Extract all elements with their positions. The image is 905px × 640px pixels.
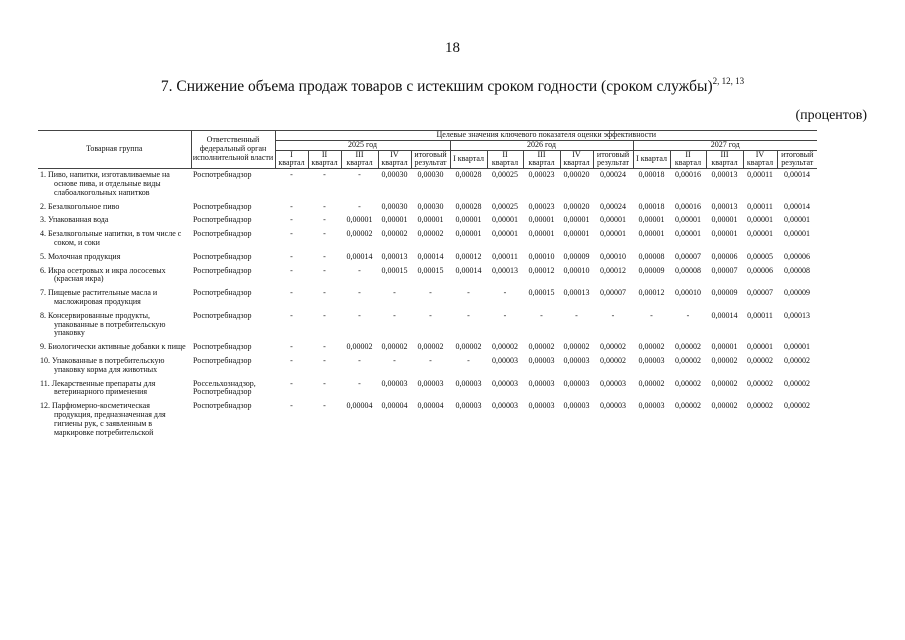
page-number: 18	[445, 40, 460, 56]
value-cell: 0,00023	[528, 170, 555, 180]
value-cell: 0,00001	[638, 229, 665, 239]
value-cell: 0,00001	[528, 229, 555, 239]
product-group	[40, 343, 190, 352]
header-group: Товарная группа	[38, 131, 191, 169]
value-cell: 0,00003	[492, 401, 518, 411]
authority-cell: Роспотребнадзор	[193, 342, 252, 352]
value-cell: 0,00015	[417, 265, 444, 275]
value-cell: 0,00024	[600, 170, 626, 180]
value-cell: 0,00013	[711, 201, 738, 211]
value-cell: 0,00010	[528, 251, 555, 261]
value-cell: 0,00010	[675, 288, 701, 298]
row-number: 2.	[40, 201, 46, 211]
value-cell: -	[290, 215, 293, 225]
value-cell: -	[290, 355, 293, 365]
table-row	[38, 400, 817, 440]
value-cell: 0,00014	[417, 251, 444, 261]
value-cell: 0,00006	[747, 265, 773, 275]
header-quarter: IV квартал	[743, 150, 777, 169]
value-cell: 0,00001	[711, 342, 738, 352]
value-cell: 0,00001	[528, 215, 555, 225]
authority-cell: Роспотребнадзор	[193, 355, 252, 365]
value-cell: 0,00009	[563, 251, 590, 261]
product-group-name: Консервированные продукты, упакованные в потребительскую упаковку	[48, 310, 166, 338]
value-cell: 0,00001	[747, 229, 773, 239]
value-cell: 0,00003	[638, 401, 665, 411]
value-cell: -	[358, 265, 361, 275]
value-cell: 0,00030	[417, 201, 444, 211]
value-cell: 0,00013	[563, 288, 590, 298]
value-cell: 0,00010	[563, 265, 590, 275]
value-cell: -	[323, 355, 326, 365]
value-cell: 0,00002	[346, 342, 373, 352]
value-cell: -	[429, 310, 432, 320]
value-cell: 0,00009	[784, 288, 810, 298]
value-cell: 0,00009	[638, 265, 665, 275]
product-group-name: Пиво, напитки, изготавливаемые на основе пива, и отдельные виды слабоалкогольных напитков	[48, 170, 170, 197]
table-row	[38, 378, 817, 401]
value-cell: -	[503, 310, 507, 320]
value-cell: 0,00012	[600, 265, 626, 275]
value-cell: 0,00001	[563, 215, 590, 225]
value-cell: 0,00002	[492, 342, 518, 352]
value-cell: 0,00002	[784, 378, 810, 388]
authority-cell: Роспотребнадзор	[193, 401, 252, 411]
product-group-cell	[38, 251, 191, 265]
authority-cell: Роспотребнадзор	[193, 288, 252, 298]
value-cell: 0,00001	[784, 215, 810, 225]
value-cell: 0,00003	[417, 378, 444, 388]
value-cell: 0,00005	[747, 251, 773, 261]
value-cell: 0,00013	[492, 265, 518, 275]
value-cell: 0,00001	[638, 215, 665, 225]
authority-cell: Роспотребнадзор	[193, 229, 252, 239]
value-cell: 0,00002	[675, 355, 701, 365]
value-cell: -	[290, 265, 293, 275]
row-number: 1.	[40, 170, 46, 180]
title-text: 7. Снижение объема продаж товаров с истекшим сроком годности (сроком службы)	[160, 78, 713, 95]
value-cell: 0,00002	[381, 229, 408, 239]
header-quarter: I квартал	[275, 150, 308, 169]
value-cell: 0,00001	[747, 215, 773, 225]
value-cell: 0,00002	[747, 378, 773, 388]
value-cell: 0,00030	[381, 201, 408, 211]
value-cell: 0,00003	[528, 355, 555, 365]
row-number: 3.	[40, 215, 46, 225]
authority-cell: Роспотребнадзор	[193, 265, 252, 275]
value-cell: 0,00002	[747, 355, 773, 365]
value-cell: 0,00002	[417, 229, 444, 239]
value-cell: 0,00011	[747, 201, 773, 211]
value-cell: 0,00002	[638, 378, 665, 388]
product-group-cell	[38, 169, 191, 201]
value-cell: 0,00001	[346, 215, 373, 225]
value-cell: -	[358, 378, 361, 388]
product-group-cell	[38, 228, 191, 251]
value-cell: -	[290, 310, 293, 320]
value-cell: 0,00001	[675, 215, 701, 225]
value-cell: 0,00018	[638, 201, 665, 211]
value-cell: 0,00028	[455, 170, 482, 180]
authority-cell: Роспотребнадзор	[193, 251, 252, 261]
value-cell: 0,00003	[455, 378, 482, 388]
value-cell: 0,00001	[600, 229, 626, 239]
value-cell: 0,00011	[747, 170, 773, 180]
product-group-cell	[38, 214, 191, 228]
value-cell: 0,00018	[638, 170, 665, 180]
header-quarter: итоговый результат	[411, 150, 450, 169]
product-group-name: Безалкогольные напитки, в том числе с соком, и соки	[48, 229, 182, 247]
header-quarter: III квартал	[706, 150, 743, 169]
row-number: 11.	[40, 378, 50, 388]
value-cell: 0,00013	[784, 310, 810, 320]
value-cell: -	[575, 310, 578, 320]
value-cell: 0,00010	[600, 251, 626, 261]
value-cell: 0,00002	[600, 355, 626, 365]
product-group-name: Упакованная вода	[48, 215, 109, 225]
product-group-name: Икра осетровых и икра лососевых (красная икра)	[48, 265, 166, 284]
product-group-cell	[38, 341, 191, 355]
value-cell: -	[290, 251, 293, 261]
table-row	[38, 265, 817, 288]
value-cell: 0,00002	[784, 355, 810, 365]
value-cell: 0,00003	[528, 401, 555, 411]
value-cell: 0,00004	[417, 401, 444, 411]
value-cell: 0,00014	[784, 201, 810, 211]
value-cell: -	[429, 288, 432, 298]
header-quarter: II квартал	[487, 150, 523, 169]
value-cell: 0,00003	[638, 355, 665, 365]
value-cell: 0,00015	[528, 288, 555, 298]
product-group-cell	[38, 355, 191, 378]
value-cell: 0,00002	[747, 401, 773, 411]
product-group-cell	[38, 400, 191, 440]
product-group-name: Безалкогольное пиво	[48, 201, 120, 211]
value-cell: -	[290, 229, 293, 239]
value-cell: 0,00003	[600, 401, 626, 411]
header-quarter: I квартал	[450, 150, 487, 169]
table-body	[38, 169, 817, 441]
value-cell: 0,00006	[784, 251, 810, 261]
header-year-2025: 2025 год	[275, 140, 450, 150]
value-cell: 0,00003	[563, 401, 590, 411]
value-cell: -	[323, 251, 326, 261]
value-cell: -	[323, 310, 326, 320]
value-cell: 0,00001	[492, 215, 518, 225]
header-quarter: итоговый результат	[593, 150, 633, 169]
value-cell: 0,00001	[675, 229, 701, 239]
value-cell: 0,00007	[600, 288, 626, 298]
value-cell: 0,00007	[747, 288, 773, 298]
value-cell: -	[467, 310, 470, 320]
product-group	[40, 171, 190, 197]
value-cell: 0,00015	[381, 265, 408, 275]
row-number: 7.	[40, 288, 46, 298]
value-cell: 0,00002	[455, 342, 482, 352]
value-cell: 0,00002	[528, 342, 555, 352]
table-row	[38, 228, 817, 251]
value-cell: 0,00012	[638, 288, 665, 298]
product-group-name: Биологически активные добавки к пище	[48, 342, 186, 352]
value-cell: 0,00002	[638, 342, 665, 352]
value-cell: -	[323, 201, 326, 211]
value-cell: -	[290, 401, 293, 411]
product-group-cell	[38, 378, 191, 401]
value-cell: 0,00004	[381, 401, 408, 411]
product-group	[40, 357, 190, 375]
header-quarter: IV квартал	[378, 150, 411, 169]
value-cell: -	[358, 170, 361, 180]
value-cell: 0,00014	[346, 251, 373, 261]
value-cell: 0,00001	[417, 215, 444, 225]
value-cell: -	[290, 288, 293, 298]
product-group	[40, 267, 190, 285]
value-cell: -	[323, 170, 326, 180]
value-cell: -	[611, 310, 615, 320]
value-cell: 0,00003	[492, 378, 518, 388]
product-group-name: Лекарственные препараты для ветеринарного применения	[51, 378, 156, 397]
header-year-2026: 2026 год	[450, 140, 633, 150]
value-cell: 0,00002	[346, 229, 373, 239]
value-cell: 0,00014	[455, 265, 482, 275]
value-cell: 0,00001	[455, 229, 482, 239]
value-cell: 0,00002	[711, 355, 738, 365]
value-cell: -	[503, 288, 507, 298]
value-cell: 0,00002	[381, 342, 408, 352]
value-cell: -	[429, 355, 432, 365]
value-cell: 0,00001	[711, 215, 738, 225]
title-footnote-refs: 2, 12, 13	[712, 76, 745, 86]
product-group	[40, 253, 190, 262]
authority-cell: Роспотребнадзор	[193, 310, 252, 320]
table-row	[38, 251, 817, 265]
table-row	[38, 214, 817, 228]
value-cell: 0,00014	[711, 310, 738, 320]
value-cell: 0,00025	[492, 201, 518, 211]
value-cell: 0,00011	[492, 251, 518, 261]
value-cell: -	[467, 288, 470, 298]
value-cell: 0,00002	[675, 378, 701, 388]
value-cell: 0,00002	[675, 401, 701, 411]
header-quarter: III квартал	[523, 150, 560, 169]
value-cell: 0,00003	[563, 355, 590, 365]
value-cell: 0,00020	[563, 170, 590, 180]
value-cell: -	[540, 310, 543, 320]
value-cell: -	[358, 288, 361, 298]
header-quarter: III квартал	[341, 150, 378, 169]
value-cell: 0,00001	[747, 342, 773, 352]
value-cell: -	[393, 310, 396, 320]
product-group-name: Парфюмерно-косметическая продукция, предназначенная для гигиены рук, с заявленным в маркировке потребительской	[52, 401, 166, 437]
value-cell: 0,00007	[711, 265, 738, 275]
header-quarter: IV квартал	[560, 150, 593, 169]
table-row	[38, 287, 817, 310]
value-cell: 0,00025	[492, 170, 518, 180]
value-cell: 0,00001	[563, 229, 590, 239]
value-cell: 0,00002	[711, 401, 738, 411]
value-cell: 0,00001	[784, 342, 810, 352]
value-cell: -	[686, 310, 690, 320]
row-number: 8.	[40, 310, 46, 320]
value-cell: 0,00002	[711, 378, 738, 388]
product-group-name: Молочная продукция	[48, 251, 121, 261]
units-label: (процентов)	[795, 108, 867, 123]
value-cell: 0,00001	[455, 215, 482, 225]
value-cell: -	[323, 265, 326, 275]
row-number: 10.	[40, 355, 50, 365]
value-cell: 0,00013	[381, 251, 408, 261]
header-authority: Ответственный федеральный орган исполнительной власти	[191, 131, 275, 169]
row-number: 6.	[40, 265, 46, 275]
product-group	[40, 216, 190, 225]
value-cell: -	[650, 310, 653, 320]
product-group	[40, 380, 190, 398]
table-row	[38, 169, 817, 201]
authority-cell: Роспотребнадзор	[193, 215, 252, 225]
value-cell: -	[393, 288, 396, 298]
authority-cell: Роспотребнадзор	[193, 170, 252, 180]
value-cell: 0,00003	[600, 378, 626, 388]
value-cell: 0,00011	[747, 310, 773, 320]
table-row	[38, 341, 817, 355]
header-quarter: II квартал	[308, 150, 341, 169]
value-cell: 0,00012	[528, 265, 555, 275]
product-group-cell	[38, 265, 191, 288]
product-group	[40, 402, 190, 437]
product-group-cell	[38, 310, 191, 341]
value-cell: 0,00009	[711, 288, 738, 298]
product-group-name: Упакованные в потребительскую упаковку корма для животных	[52, 355, 165, 374]
value-cell: 0,00024	[600, 201, 626, 211]
header-quarter: I квартал	[633, 150, 670, 169]
value-cell: 0,00014	[784, 170, 810, 180]
table-row	[38, 201, 817, 215]
value-cell: 0,00001	[600, 215, 626, 225]
value-cell: -	[467, 355, 470, 365]
value-cell: -	[358, 355, 361, 365]
value-cell: 0,00012	[455, 251, 482, 261]
authority-cell: Роспотребнадзор	[193, 201, 252, 211]
value-cell: 0,00001	[492, 229, 518, 239]
value-cell: 0,00008	[784, 265, 810, 275]
value-cell: 0,00006	[711, 251, 738, 261]
value-cell: 0,00003	[563, 378, 590, 388]
product-group	[40, 312, 190, 338]
row-number: 4.	[40, 229, 46, 239]
value-cell: 0,00001	[784, 229, 810, 239]
value-cell: 0,00020	[563, 201, 590, 211]
table-row	[38, 355, 817, 378]
header-quarter: итоговый результат	[777, 150, 817, 169]
value-cell: -	[290, 378, 293, 388]
value-cell: 0,00002	[675, 342, 701, 352]
value-cell: 0,00002	[600, 342, 626, 352]
value-cell: 0,00016	[675, 170, 701, 180]
section-title	[0, 76, 905, 96]
product-group-name: Пищевые растительные масла и масложировая продукция	[48, 288, 158, 306]
value-cell: 0,00002	[417, 342, 444, 352]
value-cell: -	[290, 201, 293, 211]
value-cell: 0,00001	[381, 215, 408, 225]
header-year-2027: 2027 год	[633, 140, 817, 150]
value-cell: 0,00028	[455, 201, 482, 211]
product-group	[40, 230, 190, 248]
value-cell: -	[358, 310, 361, 320]
value-cell: 0,00003	[528, 378, 555, 388]
value-cell: 0,00007	[675, 251, 701, 261]
table-row	[38, 310, 817, 341]
value-cell: 0,00013	[711, 170, 738, 180]
value-cell: 0,00030	[417, 170, 444, 180]
value-cell: 0,00003	[381, 378, 408, 388]
value-cell: -	[323, 401, 326, 411]
value-cell: 0,00002	[784, 401, 810, 411]
header-quarter: II квартал	[670, 150, 706, 169]
value-cell: 0,00004	[346, 401, 373, 411]
kpi-table	[38, 130, 817, 440]
value-cell: -	[393, 355, 396, 365]
value-cell: 0,00030	[381, 170, 408, 180]
product-group-cell	[38, 287, 191, 310]
row-number: 12.	[40, 401, 50, 411]
row-number: 5.	[40, 251, 46, 261]
row-number: 9.	[40, 342, 46, 352]
value-cell: 0,00016	[675, 201, 701, 211]
value-cell: -	[290, 342, 293, 352]
product-group-cell	[38, 201, 191, 215]
product-group	[40, 203, 190, 212]
value-cell: -	[323, 378, 326, 388]
value-cell: -	[323, 342, 326, 352]
product-group	[40, 289, 190, 307]
value-cell: 0,00003	[455, 401, 482, 411]
value-cell: 0,00008	[638, 251, 665, 261]
value-cell: 0,00003	[492, 355, 518, 365]
value-cell: -	[323, 229, 326, 239]
value-cell: 0,00008	[675, 265, 701, 275]
header-kpi: Целевые значения ключевого показателя оценки эффективности	[275, 131, 817, 141]
authority-cell: Россельхознадзор, Роспотребнадзор	[193, 378, 256, 397]
value-cell: 0,00002	[563, 342, 590, 352]
value-cell: -	[323, 215, 326, 225]
value-cell: -	[358, 201, 361, 211]
value-cell: -	[323, 288, 326, 298]
value-cell: -	[290, 170, 293, 180]
value-cell: 0,00001	[711, 229, 738, 239]
value-cell: 0,00023	[528, 201, 555, 211]
